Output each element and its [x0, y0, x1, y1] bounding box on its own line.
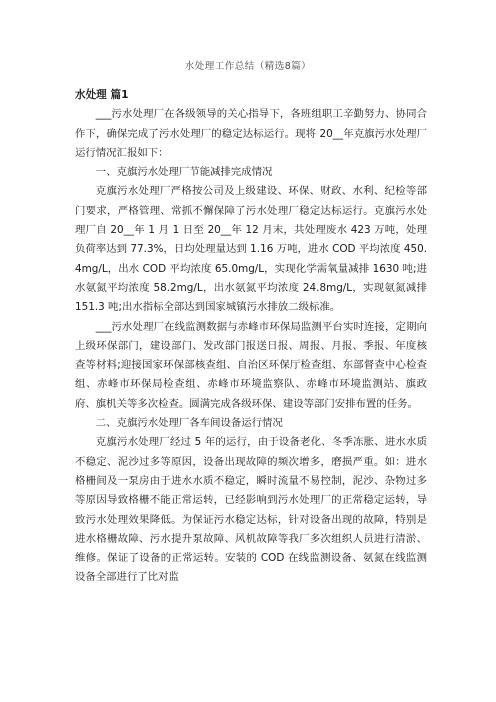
section-title: 水处理 篇1 [75, 89, 129, 101]
document-header: 水处理工作总结（精选8篇） [184, 61, 312, 72]
paragraph-intro: ___污水处理厂在各级领导的关心指导下，各班组职工辛勤努力、协同合作下，确保完成了污水处理厂的稳定达标运行。现将 20__年克旗污水处理厂运行情况汇报如下： [75, 108, 427, 159]
paragraph-equipment: 克旗污水处理厂经过 5 年的运行，由于设备老化、冬季冻胀、进水水质不稳定、泥沙过多等原因，设备出现故障的频次增多，磨损严重。如：进水格栅间及一泵房由于进水水质不稳定，瞬时流量不易控制，泥沙、杂物过多等原因导致格栅不能正常运转，已经影响到污水处理厂的正常稳定运转，导致污水处理效果降低。为保证污水稳定达标，针对设备出现的故障，特别是进水格栅故障、污水提升泵故障、风机故障等我厂多次组织人员进行清淤、维修。保证了设备的正常运转。安装的 COD 在线监测设备、氨氮在线监测设备全部进行了比对监 [75, 436, 427, 584]
subheading-1: 一、克旗污水处理厂节能减排完成情况 [95, 166, 273, 179]
article-body [75, 86, 427, 588]
paragraph-monitoring: ___污水处理厂在线监测数据与赤峰市环保局监测平台实时连接，定期向上级环保部门，建设部门、发改部门报送日报、周报、月报、季报、年度核查等材料;迎接国家环保部核查组、自治区环保厅检查组、东部督查中心检查组、赤峰市环保局检查组、赤峰市环境监察队、赤峰市环境监测站、旗政府、旗机关等多次检查。圆满完成各级环保、建设等部门安排布置的任务。 [75, 320, 427, 410]
subheading-2: 二、克旗污水处理厂各车间设备运行情况 [95, 417, 283, 430]
paragraph-emission-results: 克旗污水处理厂严格按公司及上级建设、环保、财政、水利、纪检等部门要求，严格管理、常抓不懈保障了污水处理厂稳定达标运行。克旗污水处理厂自 20__年 1 月 1 日至 20__年 12 月末，共处理废水 423 万吨，处理负荷率达到 77.3%，日均处理量达到 1.16 万吨，进水 COD 平均浓度 450.4mg/L，出水 COD 平均浓度 65.0mg/L，实现化学需氧量减排 1630 吨;进水氨氮平均浓度 58.2mg/L，出水氨氮平均浓度 24.8mg/L，实现氨氮减排 151.3 吨;出水指标全部达到国家城镇污水排放二级标准。 [75, 185, 427, 314]
